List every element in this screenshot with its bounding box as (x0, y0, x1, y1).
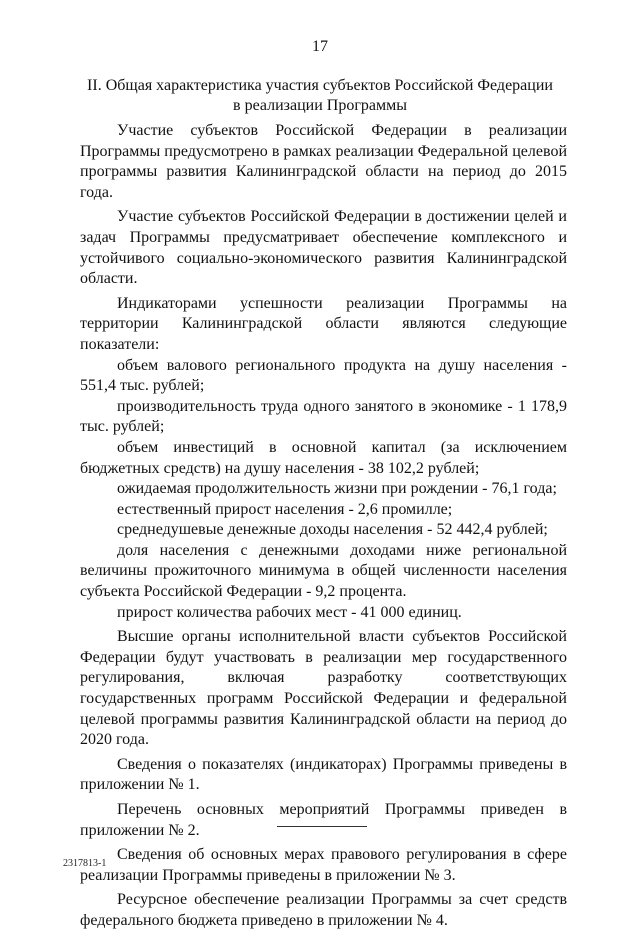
page-number: 17 (312, 38, 328, 55)
indicator-item: естественный прирост населения - 2,6 промилле; (117, 500, 453, 518)
paragraph: Участие субъектов Российской Федерации в реализации Программы предусмотрено в рамках реализации Федеральной целевой программы развития Калининградской области на период до 2015 года. (80, 122, 567, 201)
document-code: 2317813-1 (63, 858, 107, 869)
paragraph: Индикаторами успешности реализации Программы на территории Калининградской области являются следующие показатели: (80, 294, 567, 353)
indicator-item: ожидаемая продолжительность жизни при рождении - 76,1 года; (117, 480, 557, 498)
section-heading-line: в реализации Программы (233, 97, 407, 114)
indicator-item: среднедушевые денежные доходы населения - 52 442,4 рублей; (117, 521, 548, 539)
paragraph: Сведения об основных мерах правового регулирования в сфере реализации Программы приведены в приложении № 3. (80, 846, 567, 884)
paragraph: Высшие органы исполнительной власти субъектов Российской Федерации будут участвовать в реализации мер государственного регулирования, включая разработку соответствующих государственных программ Российской Федерации и федеральной целевой программы развития Калининградской области на период до 2020 года. (80, 628, 567, 749)
closing-rule (277, 826, 367, 827)
indicator-item: объем инвестиций в основной капитал (за исключением бюджетных средств) на душу населения - 38 102,2 рублей; (80, 438, 567, 477)
document-body (80, 121, 567, 932)
section-heading (70, 76, 570, 116)
indicator-item: прирост количества рабочих мест - 41 000 единиц. (117, 603, 462, 621)
indicator-item: производительность труда одного занятого в экономике - 1 178,9 тыс. рублей; (80, 397, 567, 436)
paragraph: Сведения о показателях (индикаторах) Программы приведены в приложении № 1. (80, 755, 567, 794)
paragraph: Ресурсное обеспечение реализации Программы за счет средств федерального бюджета приведено в приложении № 4. (80, 891, 567, 929)
paragraph: Перечень основных мероприятий Программы приведен в приложении № 2. (80, 801, 567, 839)
paragraph: Участие субъектов Российской Федерации в достижении целей и задач Программы предусматривает обеспечение комплексного и устойчивого социально-экономического развития Калининградской области. (80, 208, 567, 288)
section-heading-line: II. Общая характеристика участия субъектов Российской Федерации (87, 77, 553, 94)
indicator-item: доля населения с денежными доходами ниже региональной величины прожиточного минимума в общей численности населения субъекта Российской Федерации - 9,2 процента. (80, 541, 567, 601)
indicator-item: объем валового регионального продукта на душу населения - 551,4 тыс. рублей; (80, 356, 567, 395)
